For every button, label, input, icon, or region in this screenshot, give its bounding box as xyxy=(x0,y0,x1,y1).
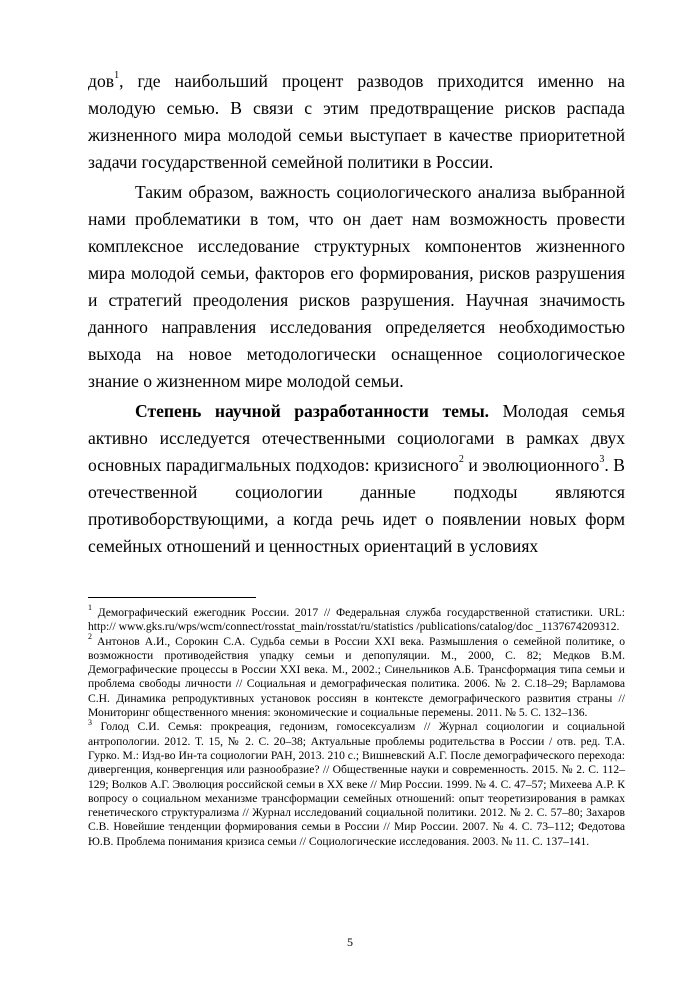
footnotes xyxy=(88,603,625,849)
section-heading-inline: Степень научной разработанности темы. xyxy=(135,401,490,421)
paragraph-2: Таким образом, важность социологического анализа выбранной нами проблематики в том, что он дает нам возможность провести комплексное исследование структурных компонентов жизненного мира молодой семьи, факторов его формирования, рисков разрушения и стратегий преодоления рисков разрушения. Научная значимость данного направления исследования определяется необходимостью выхода на новое методологически оснащенное социологическое знание о жизненном мире молодой семьи. xyxy=(88,182,625,391)
paragraph-1-start: дов xyxy=(88,71,115,91)
paragraph-3-part-c: . В отечественной социологии данные подходы являются противоборствующими, а когда речь идет о появлении новых форм семейных отношений и ценностных ориентаций в условиях xyxy=(88,455,625,556)
paragraph-1 xyxy=(88,68,625,176)
footnote-number: 2 xyxy=(88,631,92,641)
main-text xyxy=(88,68,625,560)
page-number: 5 xyxy=(347,935,353,949)
footnote-2 xyxy=(88,631,625,721)
footnote-number: 1 xyxy=(88,603,92,613)
footnote-1 xyxy=(88,603,625,635)
page-content xyxy=(88,68,625,849)
footnote-separator xyxy=(88,597,256,598)
footnote-number: 3 xyxy=(88,717,92,727)
footnote-ref-2[interactable]: 2 xyxy=(458,454,464,466)
footnote-ref-3[interactable]: 3 xyxy=(599,454,605,466)
paragraph-3-part-b: и эволюционного xyxy=(463,455,600,475)
footnote-text: Демографический ежегодник России. 2017 // Федеральная служба государственной статистики. URL: http:// www.gks.ru/wps/wcm/connect/rosstat_main/rosstat/ru/statistics /publications/catalog/doc _1137674209312. xyxy=(88,606,625,634)
footnote-text: Антонов А.И., Сорокин С.А. Судьба семьи в России XXI века. Размышления о семейной политике, о возможности противодействия упадку семьи и депопуляции. М., 2000, С. 82; Медков В.М. Демографические процессы в России XXI века. М., 2002.; Синельников А.Б. Трансформация типа семьи и проблема свободы личности // Социальная и демографическая политика. 2006. № 2. С.18–29; Варламова С.Н. Динамика репродуктивных установок россиян в контексте демографического развития страны // Мониторинг общественного мнения: экономические и социальные перемены. 2011. № 5. С. 132–136. xyxy=(88,634,625,720)
footnote-text: Голод С.И. Семья: прокреация, гедонизм, гомосексуализм // Журнал социологии и социальной антропологии. 2012. Т. 15, № 2. С. 20–38; Актуальные проблемы родительства в России / отв. ред. Т.А. Гурко. М.: Изд-во Ин-та социологии РАН, 2013. 210 с.; Вишневский А.Г. После демографического перехода: дивергенция, конвергенция или разнообразие? // Общественные науки и современность. 2015. № 2. С. 112–129; Волков А.Г. Эволюция российской семьи в XX веке // Мир России. 1999. № 4. С. 47–57; Михеева А.Р. К вопросу о социальном механизме трансформации семейных отношений: опыт теоретизирования в рамках генетического структурализма // Журнал исследований социальной политики. 2012. № 2. С. 57–80; Захаров С.В. Новейшие тенденции формирования семьи в России // Мир России. 2007. № 4. С. 73–112; Федотова Ю.В. Проблема понимания кризиса семьи // Социологические исследования. 2003. № 11. С. 137–141. xyxy=(88,720,625,848)
paragraph-3 xyxy=(88,398,625,560)
footnote-3 xyxy=(88,717,625,849)
footnote-ref-1[interactable]: 1 xyxy=(114,70,120,82)
paragraph-3-part-a: Молодая семья активно исследуется отечественными социологами в рамках двух основных парадигмальных подходов: кризисного xyxy=(88,401,625,475)
paragraph-1-rest: , где наибольший процент разводов приходится именно на молодую семью. В связи с этим предотвращение рисков распада жизненного мира молодой семьи выступает в качестве приоритетной задачи государственной семейной политики в России. xyxy=(88,71,625,172)
